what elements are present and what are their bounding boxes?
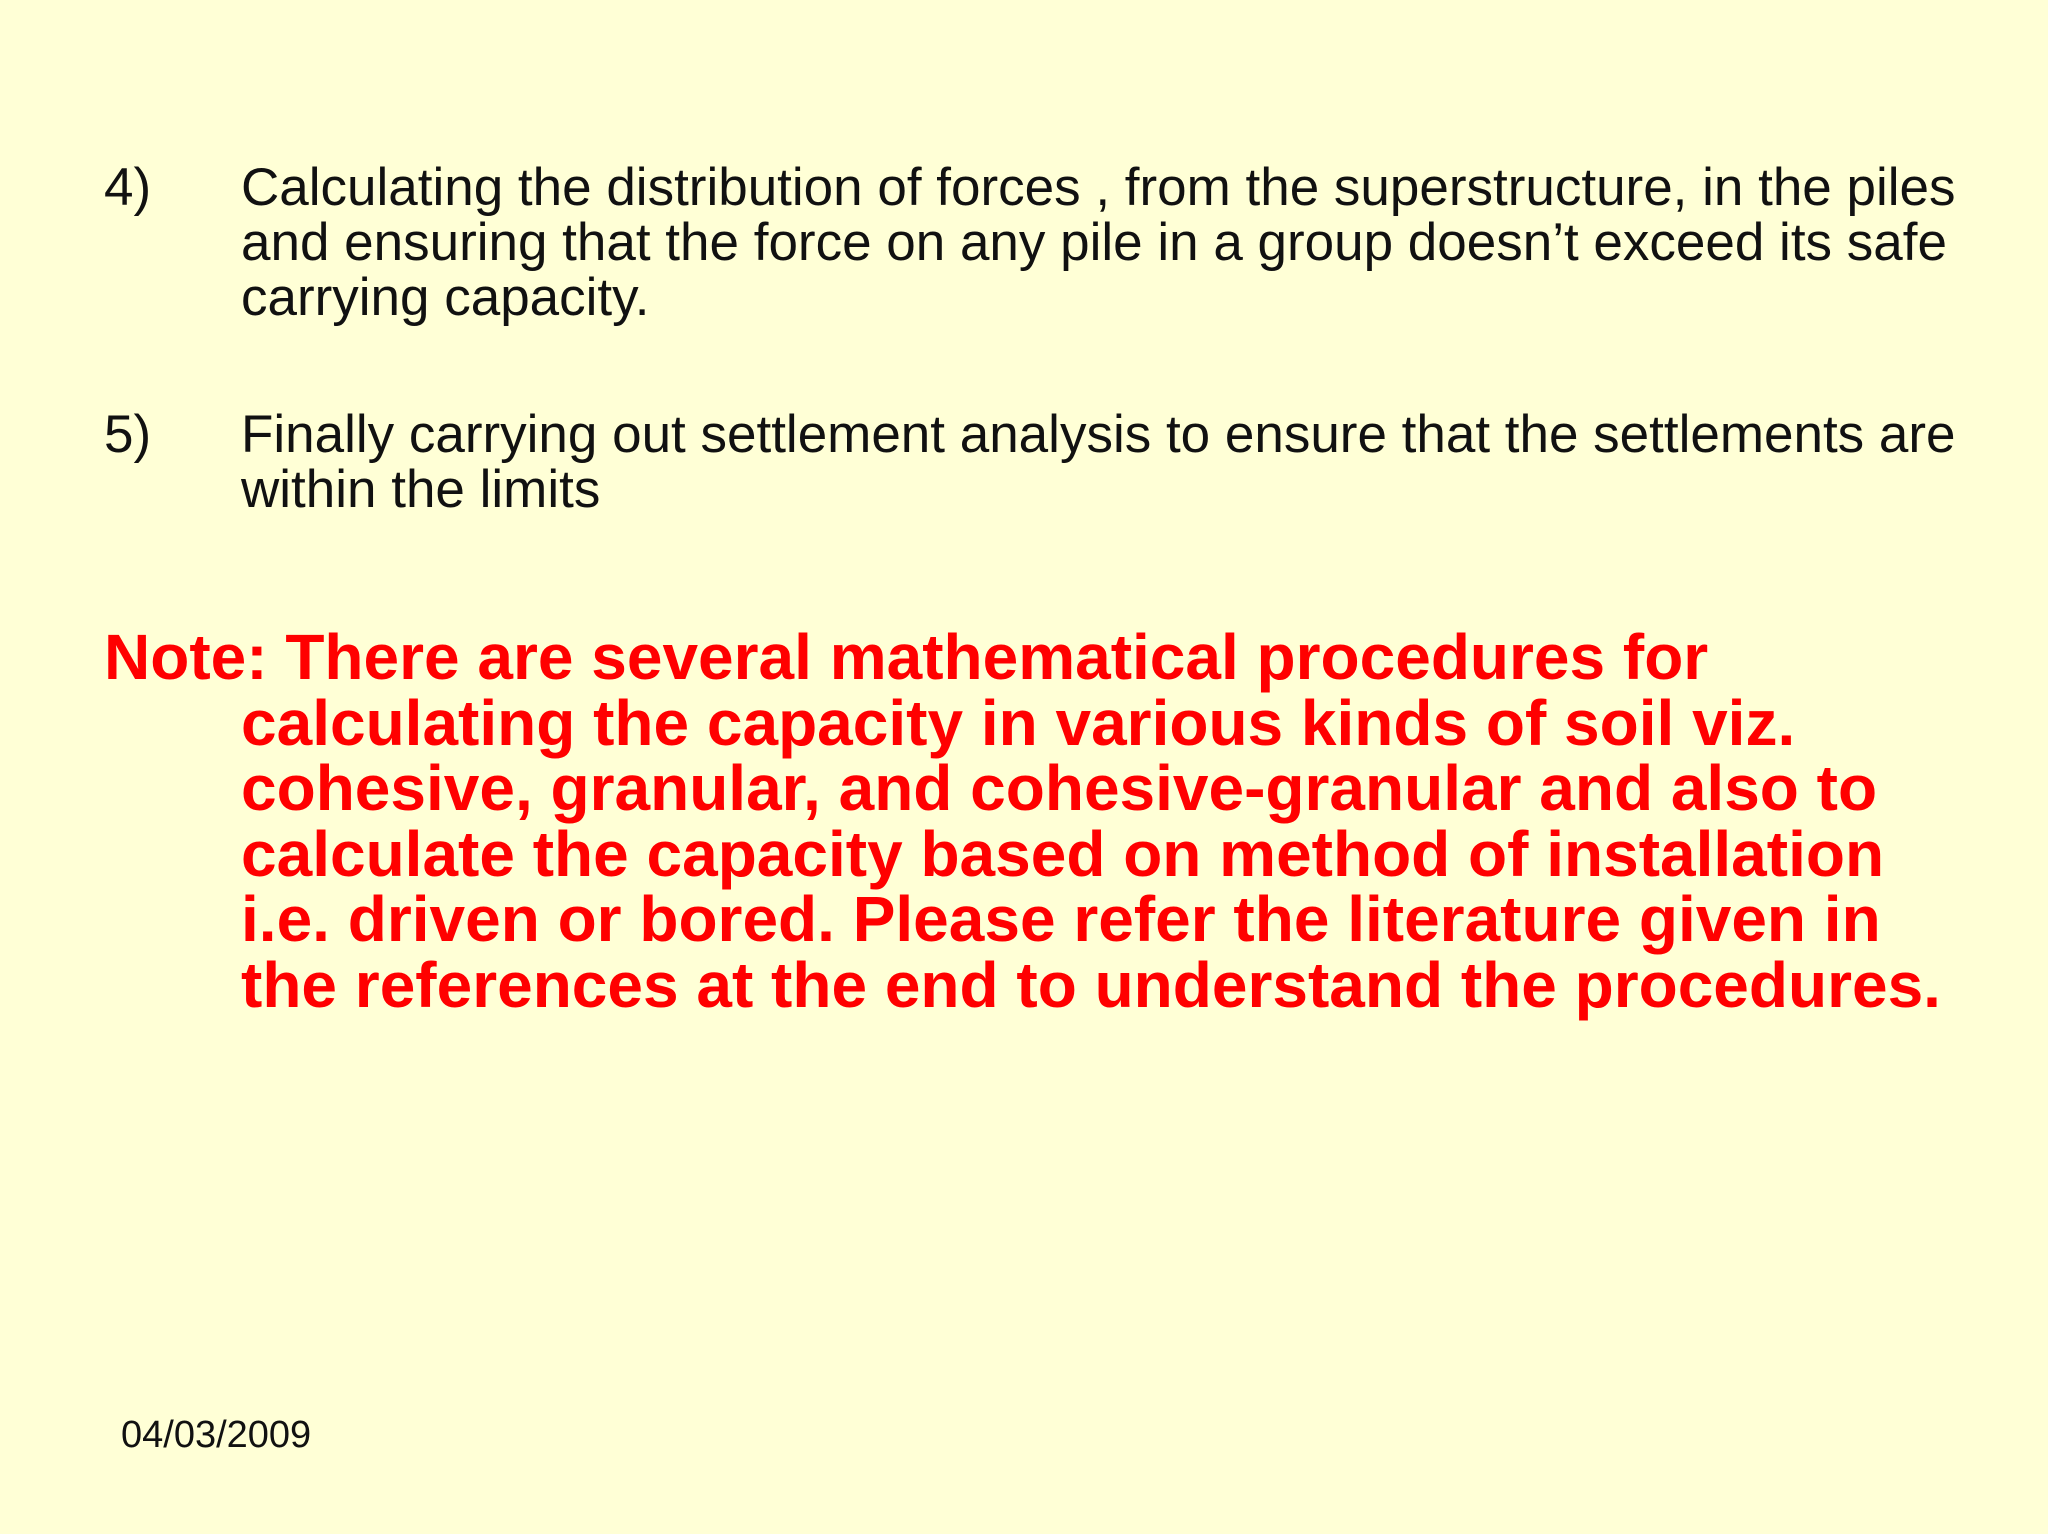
list-item-text: Calculating the distribution of forces , from the superstructure, in the piles and ensuring that the force on any pile in a group doesn’t exceed its safe carrying capacity. — [241, 158, 1956, 327]
list-item-text: Finally carrying out settlement analysis to ensure that the settlements are within the limits — [241, 405, 1956, 519]
list-item-4 — [104, 160, 1984, 325]
list-item-number: 4) — [104, 158, 152, 217]
list-item-number: 5) — [104, 405, 152, 464]
list-item-5 — [104, 407, 1984, 517]
note-text: Note: There are several mathematical procedures for calculating the capacity in various kinds of soil viz. cohesive, granular, and cohesive-granular and also to calculate the capacity based on method of installation i.e. driven or bored. Please refer the literature given in the references at the end to understand the procedures. — [104, 621, 1941, 1021]
footer-date: 04/03/2009 — [121, 1414, 312, 1456]
